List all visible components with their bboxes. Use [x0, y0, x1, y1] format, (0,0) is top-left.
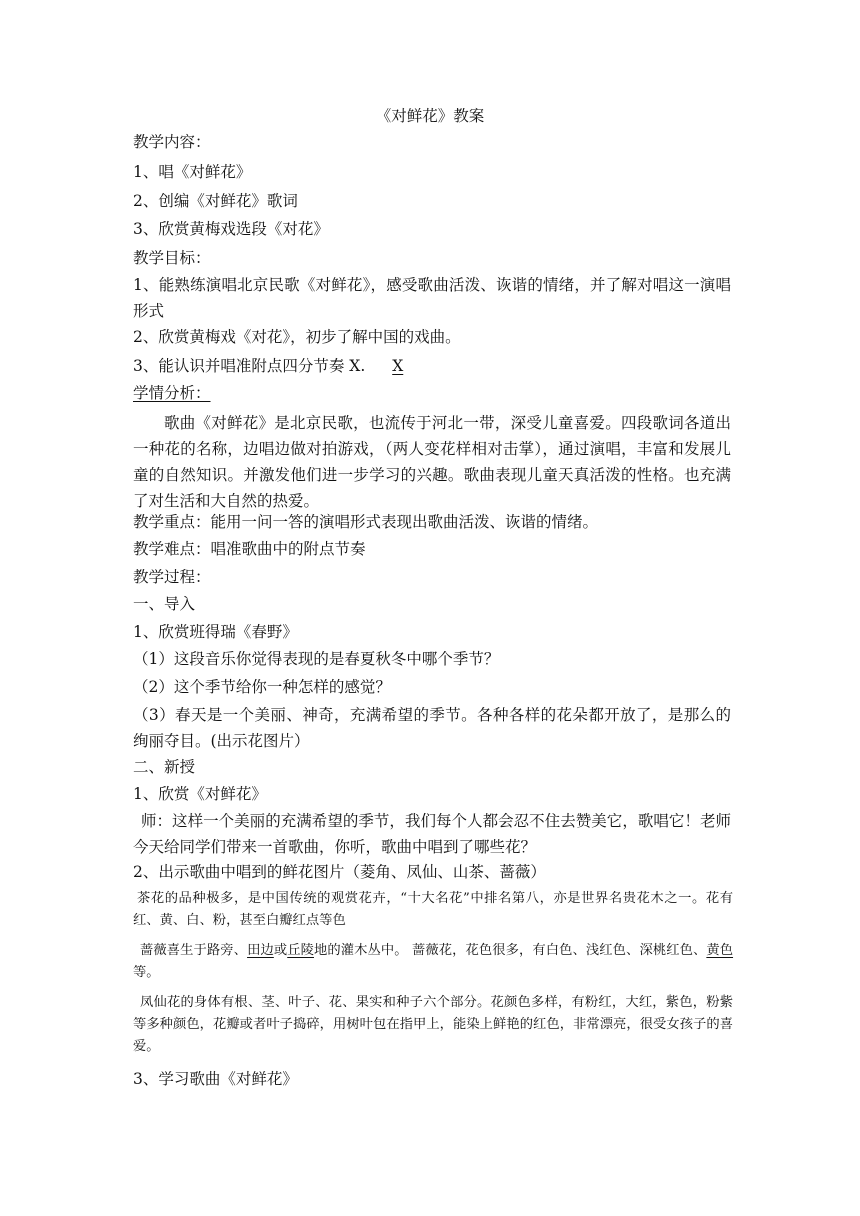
document-title: 《对鲜花》教案	[375, 107, 485, 125]
goal-heading: 教学目标：	[133, 249, 211, 267]
key-point: 教学重点：能用一问一答的演唱形式表现出歌曲活泼、诙谐的情绪。	[133, 513, 599, 531]
content-heading: 教学内容：	[133, 133, 211, 151]
step-heading: 3、学习歌曲《对鲜花》	[133, 1070, 298, 1088]
content-item: 2、创编《对鲜花》歌词	[133, 192, 298, 210]
analysis-heading	[133, 382, 211, 404]
balsam-paragraph: 凤仙花的身体有根、茎、叶子、花、果实和种子六个部分。花颜色多样，有粉红，大红，紫色，粉紫等多种颜色，花瓣或者叶子捣碎，用树叶包在指甲上，能染上鲜艳的红色，非常漂亮，很受女孩子的喜爱。	[133, 995, 733, 1054]
goal-1: 1、能熟练演唱北京民歌《对鲜花》，感受歌曲活泼、诙谐的情绪，并了解对唱这一演唱形式	[133, 276, 731, 320]
rose-link-term[interactable]: 丘陵	[287, 943, 314, 958]
analysis-paragraph: 歌曲《对鲜花》是北京民歌，也流传于河北一带，深受儿童喜爱。四段歌词各道出一种花的名称，边唱边做对拍游戏，（两人变花样相对击掌），通过演唱，丰富和发展儿童的自然知识。并激发他们进一步学习的兴趣。歌曲表现儿童天真活泼的性格。也充满了对生活和大自然的热爱。	[133, 414, 731, 510]
goal-2: 2、欣赏黄梅戏《对花》，初步了解中国的戏曲。	[133, 328, 461, 346]
rose-text: 或	[273, 943, 288, 958]
rose-text: 蔷薇喜生于路旁、	[140, 943, 248, 958]
rose-link-term[interactable]: 黄色	[706, 943, 734, 958]
part-heading: 一、导入	[133, 595, 196, 613]
camellia-paragraph: 茶花的品种极多，是中国传统的观赏花卉，“十大名花”中排名第八，亦是世界名贵花木之一。花有红、黄、白、粉，甚至白瓣红点等色	[133, 891, 733, 928]
content-item: 1、唱《对鲜花》	[133, 163, 252, 181]
difficulty-point: 教学难点：唱准歌曲中的附点节奏	[133, 540, 366, 558]
rose-paragraph	[133, 940, 733, 984]
question-3: （3）春天是一个美丽、神奇，充满希望的季节。各种各样的花朵都开放了，是那么的绚丽夺目。(出示花图片）	[133, 706, 731, 750]
rose-link-term[interactable]: 田边	[247, 943, 274, 958]
part-heading: 二、新授	[133, 758, 196, 776]
question-2: （2）这个季节给你一种怎样的感觉？	[133, 678, 391, 696]
analysis-heading-text: 学情分析：	[133, 384, 211, 402]
step-heading: 2、出示歌曲中唱到的鲜花图片（菱角、凤仙、山茶、蔷薇）	[133, 863, 546, 881]
teacher-paragraph: 师：这样一个美丽的充满希望的季节，我们每个人都会忍不住去赞美它，歌唱它！老师今天给同学们带来一首歌曲，你听，歌曲中唱到了哪些花？	[133, 812, 731, 856]
rhythm-note: X	[392, 357, 404, 375]
step-heading: 1、欣赏班得瑞《春野》	[133, 623, 298, 641]
content-item: 3、欣赏黄梅戏选段《对花》	[133, 220, 329, 238]
rose-text: 等。	[133, 965, 160, 980]
goal-3	[133, 355, 403, 377]
step-heading: 1、欣赏《对鲜花》	[133, 785, 267, 803]
goal-3-text: 3、能认识并唱准附点四分节奏 X.	[133, 357, 366, 375]
question-1: （1）这段音乐你觉得表现的是春夏秋冬中哪个季节？	[133, 650, 500, 668]
rose-text: 地的灌木丛中。 蔷薇花，花色很多，有白色、浅红色、深桃红色、	[313, 943, 707, 958]
process-heading: 教学过程：	[133, 568, 211, 586]
